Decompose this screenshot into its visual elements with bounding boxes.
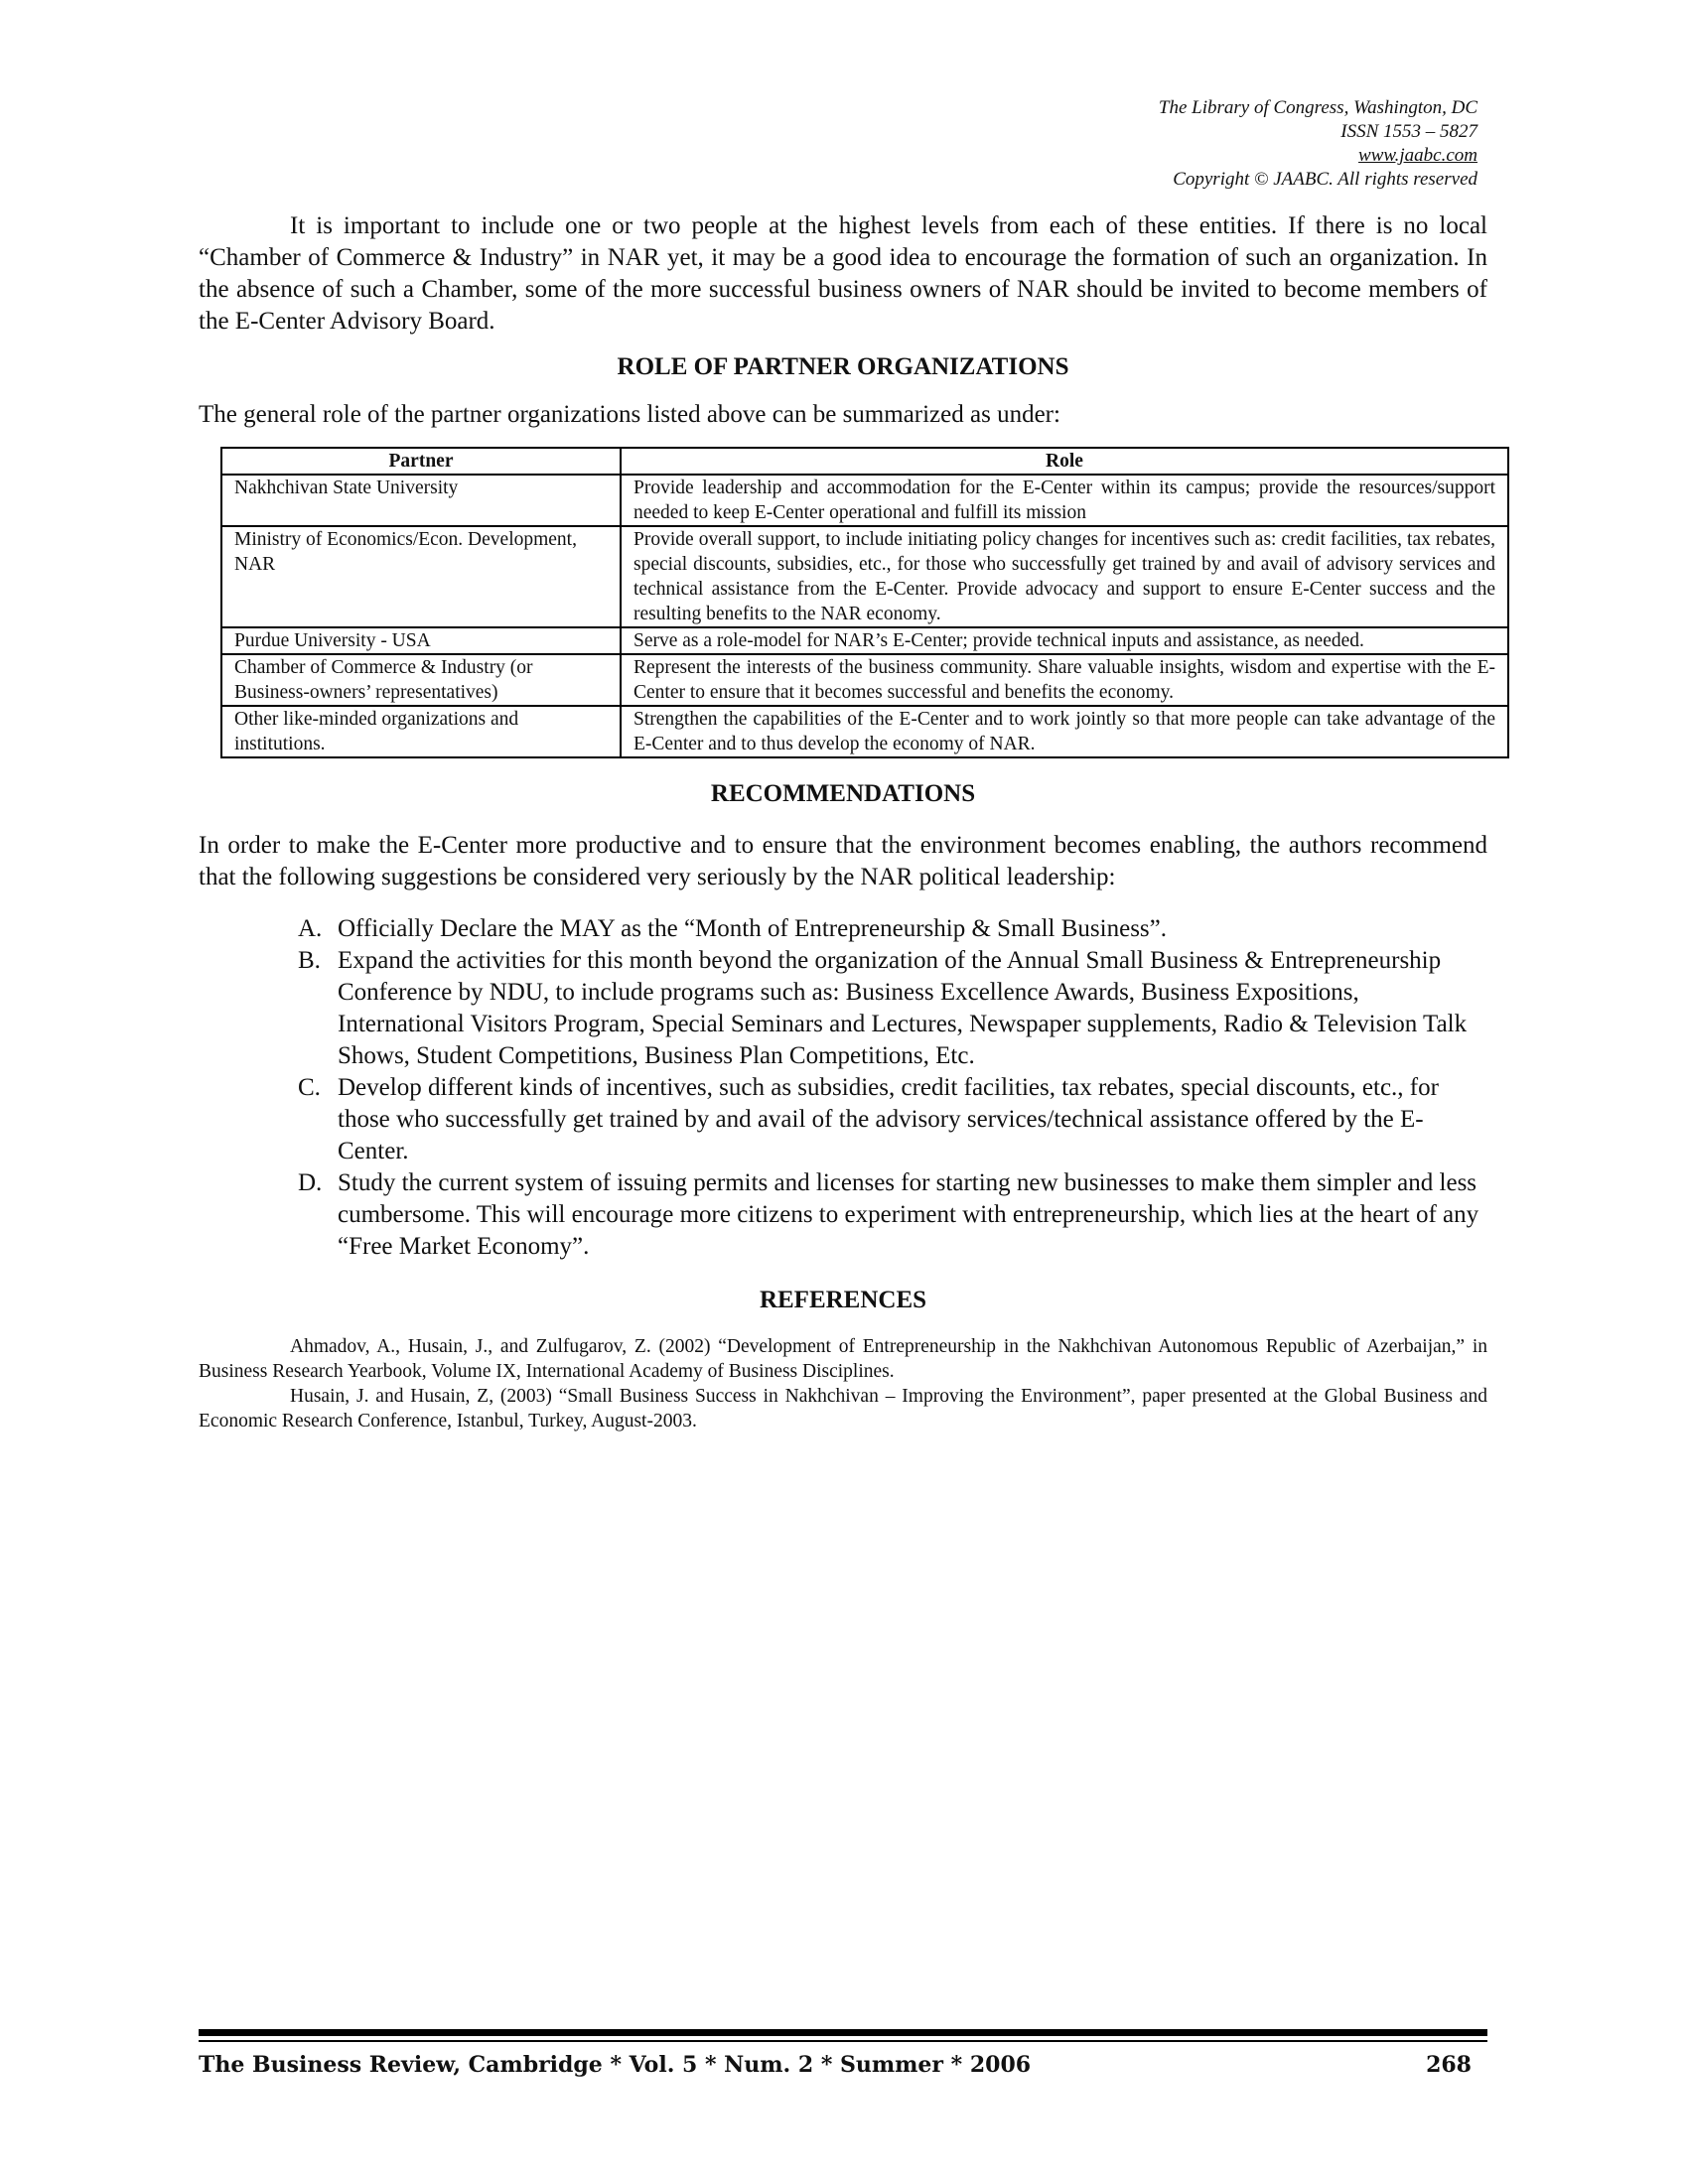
list-item-text: Expand the activities for this month beyond the organization of the Annual Small Business & Entrepreneurship Conference by NDU, to include programs such as: Business Excellence Awards, Business Expositions, International Visitors Program, Special Seminars and Lectures, Newspaper supplements, Radio & Television Talk Shows, Student Competitions, Business Plan Competitions, Etc. (338, 947, 1468, 1069)
partner-cell: Chamber of Commerce & Industry (or Business-owners’ representatives) (221, 654, 621, 706)
intro-paragraph: It is important to include one or two people at the highest levels from each of these entities. If there is no local “Chamber of Commerce & Industry” in NAR yet, it may be a good idea to encourage the formation of such an organization. In the absence of such a Chamber, some of the more successful business owners of NAR should be invited to become members of the E-Center Advisory Board. (199, 212, 1487, 335)
list-item-text: Study the current system of issuing permits and licenses for starting new businesses to make them simpler and less cumbersome. This will encourage more citizens to experiment with entrepreneurship, which lies at the heart of any “Free Market Economy”. (338, 1169, 1479, 1260)
role-cell: Provide leadership and accommodation for the E-Center within its campus; provide the resources/support needed to keep E-Center operational and fulfill its mission (621, 475, 1508, 526)
list-item (298, 1167, 1487, 1263)
list-item (298, 913, 1487, 945)
table-header-row (221, 448, 1508, 475)
list-item-letter: D. (298, 1169, 323, 1196)
list-item-text: Develop different kinds of incentives, such as subsidies, credit facilities, tax rebates, special discounts, etc., for those who successfully get trained by and avail of the advisory services/technical assistance offered by the E-Center. (338, 1074, 1439, 1164)
header-copyright: Copyright © JAABC. All rights reserved (1173, 169, 1477, 190)
table-row (221, 475, 1508, 526)
list-item-letter: A. (298, 915, 323, 942)
role-cell: Represent the interests of the business community. Share valuable insights, wisdom and expertise with the E-Center to ensure that it becomes successful and benefits the economy. (621, 654, 1508, 706)
section-heading-references: REFERENCES (759, 1287, 927, 1313)
table-row (221, 706, 1508, 757)
table-row (221, 526, 1508, 627)
article-body (199, 210, 1495, 1433)
reference-item: Husain, J. and Husain, Z, (2003) “Small Business Success in Nakhchivan – Improving the Environment”, paper presented at the Global Business and Economic Research Conference, Istanbul, Turkey, August-2003. (199, 1386, 1487, 1432)
partner-role-table (220, 447, 1509, 758)
table-row (221, 627, 1508, 654)
section-heading-role: ROLE OF PARTNER ORGANIZATIONS (617, 353, 1069, 380)
table-header-role: Role (621, 448, 1508, 475)
role-cell: Strengthen the capabilities of the E-Center and to work jointly so that more people can take advantage of the E-Center and to thus develop the economy of NAR. (621, 706, 1508, 757)
list-item-letter: C. (298, 1074, 321, 1101)
recommendations-lead-paragraph: In order to make the E-Center more productive and to ensure that the environment becomes enabling, the authors recommend that the following suggestions be considered very seriously by the NAR political leadership: (199, 832, 1487, 890)
partner-cell: Nakhchivan State University (221, 475, 621, 526)
table-header-partner: Partner (221, 448, 621, 475)
footer-rule-thin (199, 2040, 1487, 2042)
header-library: The Library of Congress, Washington, DC (1158, 97, 1477, 118)
list-item (298, 945, 1487, 1072)
list-item-letter: B. (298, 947, 321, 974)
partner-cell: Other like-minded organizations and institutions. (221, 706, 621, 757)
list-item-text: Officially Declare the MAY as the “Month of Entrepreneurship & Small Business”. (338, 915, 1167, 942)
role-lead-paragraph: The general role of the partner organizations listed above can be summarized as under: (199, 401, 1060, 428)
role-cell: Serve as a role-model for NAR’s E-Center; provide technical inputs and assistance, as needed. (621, 627, 1508, 654)
section-heading-recommendations: RECOMMENDATIONS (710, 780, 976, 807)
header-issn: ISSN 1553 – 5827 (1340, 121, 1477, 142)
recommendations-list (199, 913, 1487, 1263)
footer-journal-citation: The Business Review, Cambridge * Vol. 5 * Num. 2 * Summer * 2006 (199, 2052, 1032, 2078)
reference-item: Ahmadov, A., Husain, J., and Zulfugarov, Z. (2002) “Development of Entrepreneurship in the Nakhchivan Autonomous Republic of Azerbaijan,” in Business Research Yearbook, Volume IX, International Academy of Business Disciplines. (199, 1336, 1487, 1382)
partner-cell: Ministry of Economics/Econ. Development, NAR (221, 526, 621, 627)
footer-page-number: 268 (1426, 2052, 1472, 2078)
header-website-link[interactable]: www.jaabc.com (1358, 145, 1477, 166)
journal-header (782, 96, 1477, 192)
list-item (298, 1072, 1487, 1167)
references-list (199, 1334, 1487, 1433)
table-row (221, 654, 1508, 706)
role-cell: Provide overall support, to include initiating policy changes for incentives such as: credit facilities, tax rebates, special discounts, subsidies, etc., for those who successfully get trained by and avail of advisory services and technical assistance from the E-Center. Provide advocacy and support to ensure E-Center success and the resulting benefits to the NAR economy. (621, 526, 1508, 627)
partner-cell: Purdue University - USA (221, 627, 621, 654)
footer-rule-thick (199, 2029, 1487, 2036)
